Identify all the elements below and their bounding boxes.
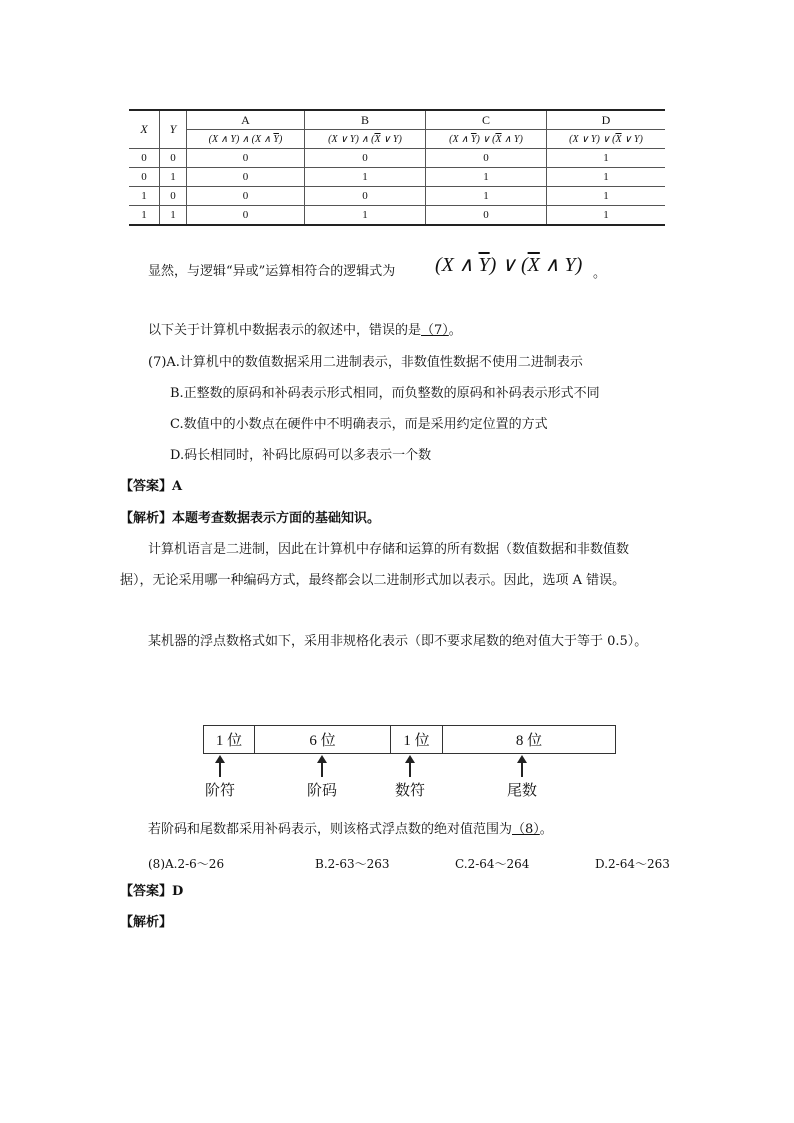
q7-analysis-line-2: 据），无论采用哪一种编码方式，最终都会以二进制形式加以表示。因此，选项 A 错误。 <box>120 573 626 588</box>
table-row <box>129 206 665 226</box>
cell: 1 <box>547 149 666 168</box>
cell: 1 <box>160 206 187 226</box>
header-b: B <box>305 110 426 130</box>
xor-formula: (X ∧ $\overline{Y}$) ∨ ($\overline{X}$ ∧ Y) <box>435 254 583 276</box>
cell: 1 <box>426 168 547 187</box>
cell: 0 <box>187 168 305 187</box>
answer-label: 【答案】 <box>120 884 173 899</box>
answer-value: A <box>172 479 183 494</box>
q7-option-b: B.正整数的原码和补码表示形式相同，而负整数的原码和补码表示形式不同 <box>170 386 600 401</box>
cell: 0 <box>305 187 426 206</box>
q7-blank: （7） <box>421 323 449 338</box>
header-a: A <box>187 110 305 130</box>
q7-stem-end: 。 <box>448 323 462 338</box>
answer-label: 【答案】 <box>120 479 173 494</box>
label-mantissa: 尾数 <box>506 781 538 799</box>
q8-option-a: (8)A.2-6～26 <box>148 857 225 871</box>
header-d: D <box>547 110 666 130</box>
expr-c: (X ∧ $\overline{Y}$) ∨ ($\overline{X}$ ∧ Y) <box>426 130 547 149</box>
cell: 0 <box>129 168 160 187</box>
cell: 0 <box>187 206 305 226</box>
expr-a: (X ∧ Y) ∧ (X ∧ $\overline{Y}$) <box>187 130 305 149</box>
q7-analysis <box>120 509 380 529</box>
field-mantissa-sign: 1 位 <box>391 726 443 753</box>
q7-option-d: D.码长相同时，补码比原码可以多表示一个数 <box>170 448 432 463</box>
cell: 1 <box>305 206 426 226</box>
cell: 1 <box>547 168 666 187</box>
q8-stem-text: 若阶码和尾数都采用补码表示，则该格式浮点数的绝对值范围为 <box>148 822 513 837</box>
cell: 1 <box>547 187 666 206</box>
q8-option-b: B.2-63～263 <box>315 857 390 871</box>
q7-option-a: (7)A.计算机中的数值数据采用二进制表示，非数值性数据不使用二进制表示 <box>148 355 583 370</box>
cell: 0 <box>426 149 547 168</box>
truth-table <box>129 109 665 226</box>
expr-d: (X ∨ Y) ∨ ($\overline{X}$ ∨ Y) <box>547 130 666 149</box>
q7-stem <box>148 321 462 341</box>
cell: 1 <box>129 206 160 226</box>
label-exp-sign: 阶符 <box>204 781 236 799</box>
q7-answer <box>120 477 182 497</box>
label-exponent: 阶码 <box>306 781 338 799</box>
q8-stem <box>148 820 553 840</box>
float-format-diagram <box>203 725 616 754</box>
field-exponent: 6 位 <box>255 726 391 753</box>
cell: 0 <box>305 149 426 168</box>
xor-sentence-text: 显然，与逻辑“异或”运算相符合的逻辑式为 <box>148 264 396 279</box>
q8-stem-end: 。 <box>539 822 553 837</box>
cell: 0 <box>187 187 305 206</box>
table-row <box>129 168 665 187</box>
expr-b: (X ∨ Y) ∧ ($\overline{X}$ ∨ Y) <box>305 130 426 149</box>
q8-option-c: C.2-64～264 <box>455 857 530 871</box>
label-mantissa-sign: 数符 <box>394 781 426 799</box>
field-exp-sign: 1 位 <box>204 726 255 753</box>
cell: 1 <box>305 168 426 187</box>
header-x: X <box>129 110 160 149</box>
xor-sentence <box>148 262 395 282</box>
q8-intro: 某机器的浮点数格式如下，采用非规格化表示（即不要求尾数的绝对值大于等于 0.5）。 <box>148 634 648 649</box>
cell: 0 <box>187 149 305 168</box>
q7-option-c: C.数值中的小数点在硬件中不明确表示，而是采用约定位置的方式 <box>170 417 548 432</box>
cell: 1 <box>129 187 160 206</box>
cell: 1 <box>426 187 547 206</box>
cell: 1 <box>547 206 666 226</box>
analysis-label: 【解析】 <box>120 511 173 526</box>
cell: 0 <box>426 206 547 226</box>
answer-value: D <box>172 884 184 899</box>
table-row <box>129 187 665 206</box>
cell: 0 <box>160 149 187 168</box>
cell: 1 <box>160 168 187 187</box>
field-mantissa: 8 位 <box>515 733 543 749</box>
header-c: C <box>426 110 547 130</box>
analysis-title: 本题考查数据表示方面的基础知识。 <box>172 511 381 526</box>
q7-analysis-line-1: 计算机语言是二进制，因此在计算机中存储和运算的所有数据（数值数据和非数值数 <box>148 542 630 557</box>
header-y: Y <box>160 110 187 149</box>
q8-answer <box>120 882 183 902</box>
xor-sentence-end: 。 <box>593 266 607 281</box>
q7-stem-text: 以下关于计算机中数据表示的叙述中，错误的是 <box>148 323 422 338</box>
q8-option-d: D.2-64～263 <box>595 857 670 871</box>
q8-blank: （8） <box>512 822 540 837</box>
cell: 0 <box>129 149 160 168</box>
q8-analysis: 【解析】 <box>120 915 173 930</box>
table-row <box>129 149 665 168</box>
cell: 0 <box>160 187 187 206</box>
